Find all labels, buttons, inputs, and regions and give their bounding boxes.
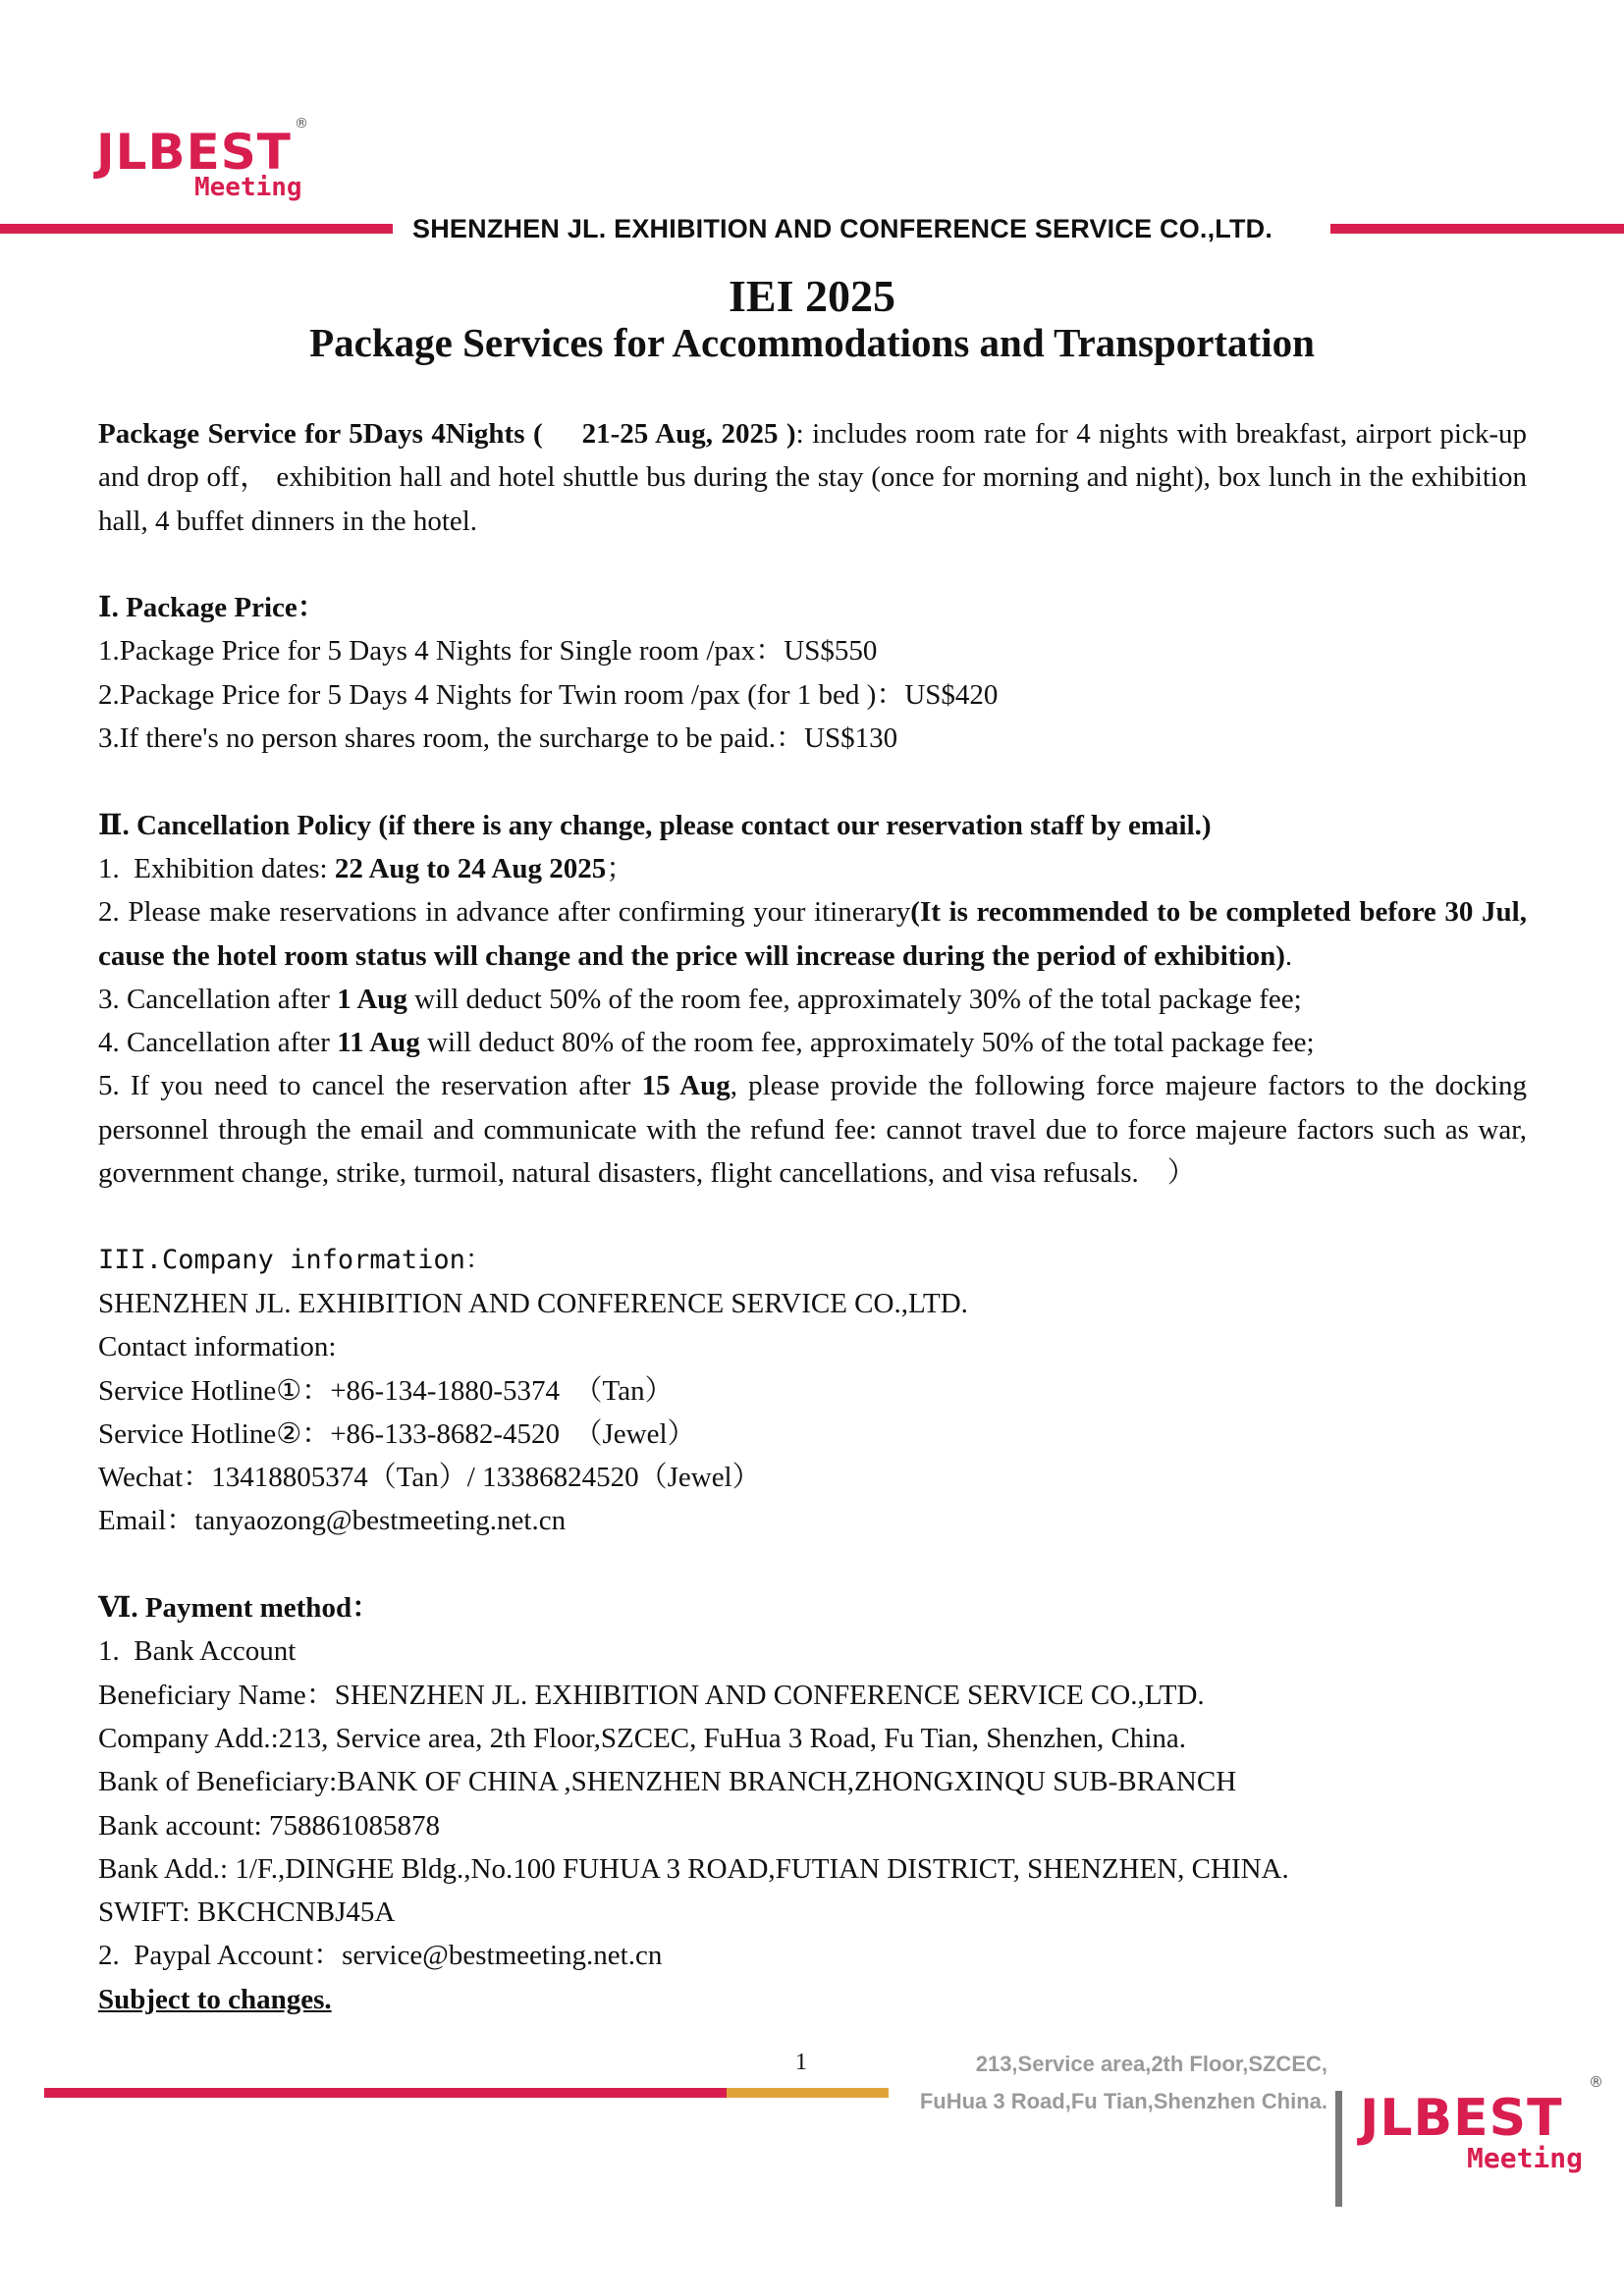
footer-address-line1: 213,Service area,2th Floor,SZCEC, (975, 2052, 1327, 2076)
footer-bar-red (44, 2088, 727, 2098)
list-item: 2. Please make reservations in advance after confirming your itinerary(It is recommended to be completed before 30 Jul, cause the hotel room status will change and the price will increase during the period of exhibition). (98, 896, 1527, 972)
footer-logo-wordmark: JLBEST (1360, 2089, 1563, 2148)
section-company-heading: III.Company information： (98, 1244, 492, 1275)
section-cancellation-heading: Ⅱ. Cancellation Policy (if there is any change, please contact our reservation staff by email.) (98, 809, 1212, 841)
list-item: 3. Cancellation after 1 Aug will deduct 50% of the room fee, approximately 30% of the total package fee; (98, 983, 1302, 1015)
company-address: Company Add.:213, Service area, 2th Floor,SZCEC, FuHua 3 Road, Fu Tian, Shenzhen, China. (98, 1722, 1187, 1754)
hotline-1: Service Hotline①：+86-134-1880-5374 （Tan） (98, 1374, 674, 1407)
footer-registered-mark-icon: ® (1589, 2073, 1603, 2091)
logo-wordmark: JLBEST (96, 124, 292, 181)
subject-to-changes-note: Subject to changes. (98, 1983, 332, 2015)
logo-subtext: Meeting (194, 173, 302, 202)
page-number: 1 (795, 2050, 807, 2075)
intro-paragraph (98, 412, 1527, 543)
list-item: 2.Package Price for 5 Days 4 Nights for Twin room /pax (for 1 bed )：US$420 (98, 678, 999, 711)
company-header: SHENZHEN JL. EXHIBITION AND CONFERENCE SERVICE CO.,LTD. (412, 214, 1273, 243)
document-body (98, 412, 1527, 2021)
bank-of-beneficiary: Bank of Beneficiary:BANK OF CHINA ,SHENZHEN BRANCH,ZHONGXINQU SUB-BRANCH (98, 1766, 1237, 1798)
list-item: 3.If there's no person shares room, the surcharge to be paid.：US$130 (98, 722, 898, 755)
document-title: IEI 2025 (729, 271, 895, 321)
footer-divider (1335, 2091, 1342, 2207)
hotline-2: Service Hotline②：+86-133-8682-4520 （Jewel） (98, 1417, 696, 1450)
paypal-account: 2. Paypal Account：service@bestmeeting.net.cn (98, 1940, 663, 1972)
wechat: Wechat：13418805374（Tan）/ 13386824520（Jewel） (98, 1462, 761, 1494)
list-item: 4. Cancellation after 11 Aug will deduct 80% of the room fee, approximately 50% of the total package fee; (98, 1027, 1315, 1059)
contact-label: Contact information: (98, 1331, 337, 1363)
footer-bar-gold (727, 2088, 889, 2098)
footer-address-line2: FuHua 3 Road,Fu Tian,Shenzhen China. (919, 2089, 1327, 2113)
intro-text: : includes room rate for 4 nights with breakfast, airport pick-up and drop off， exhibition hall and hotel shuttle bus during the stay (once for morning and night), box lunch in the exhibition hall, 4 buffet dinners in the hotel. (98, 418, 1527, 537)
swift-code: SWIFT: BKCHCNBJ45A (98, 1896, 396, 1929)
document-subtitle: Package Services for Accommodations and Transportation (309, 320, 1315, 365)
list-item: 5. If you need to cancel the reservation after 15 Aug, please provide the following force majeure factors to the docking personnel through the email and communicate with the refund fee: cannot travel due to force majeure factors such as war, government change, strike, turmoil, natural disasters, flight cancellations, and visa refusals. ） (98, 1070, 1527, 1190)
header-bar-left (0, 224, 393, 234)
list-item: 1.Package Price for 5 Days 4 Nights for Single room /pax：US$550 (98, 635, 878, 667)
bank-account-label: 1. Bank Account (98, 1635, 297, 1668)
footer-logo-subtext: Meeting (1467, 2142, 1584, 2174)
bank-account-number: Bank account: 758861085878 (98, 1809, 440, 1842)
section-package-price-heading: Ⅰ. Package Price： (98, 592, 326, 624)
list-item: 1. Exhibition dates: 22 Aug to 24 Aug 2025； (98, 852, 635, 884)
intro-bold: Package Service for 5Days 4Nights ( 21-25 Aug, 2025 ) (98, 418, 796, 450)
section-payment-heading: Ⅵ. Payment method： (98, 1592, 381, 1625)
company-name: SHENZHEN JL. EXHIBITION AND CONFERENCE SERVICE CO.,LTD. (98, 1287, 968, 1319)
registered-mark-icon: ® (295, 116, 308, 132)
beneficiary-name: Beneficiary Name：SHENZHEN JL. EXHIBITION AND CONFERENCE SERVICE CO.,LTD. (98, 1679, 1205, 1711)
email: Email：tanyaozong@bestmeeting.net.cn (98, 1505, 567, 1537)
bank-address: Bank Add.: 1/F.,DINGHE Bldg.,No.100 FUHUA 3 ROAD,FUTIAN DISTRICT, SHENZHEN, CHINA. (98, 1852, 1289, 1885)
header-bar-right (1330, 224, 1624, 234)
